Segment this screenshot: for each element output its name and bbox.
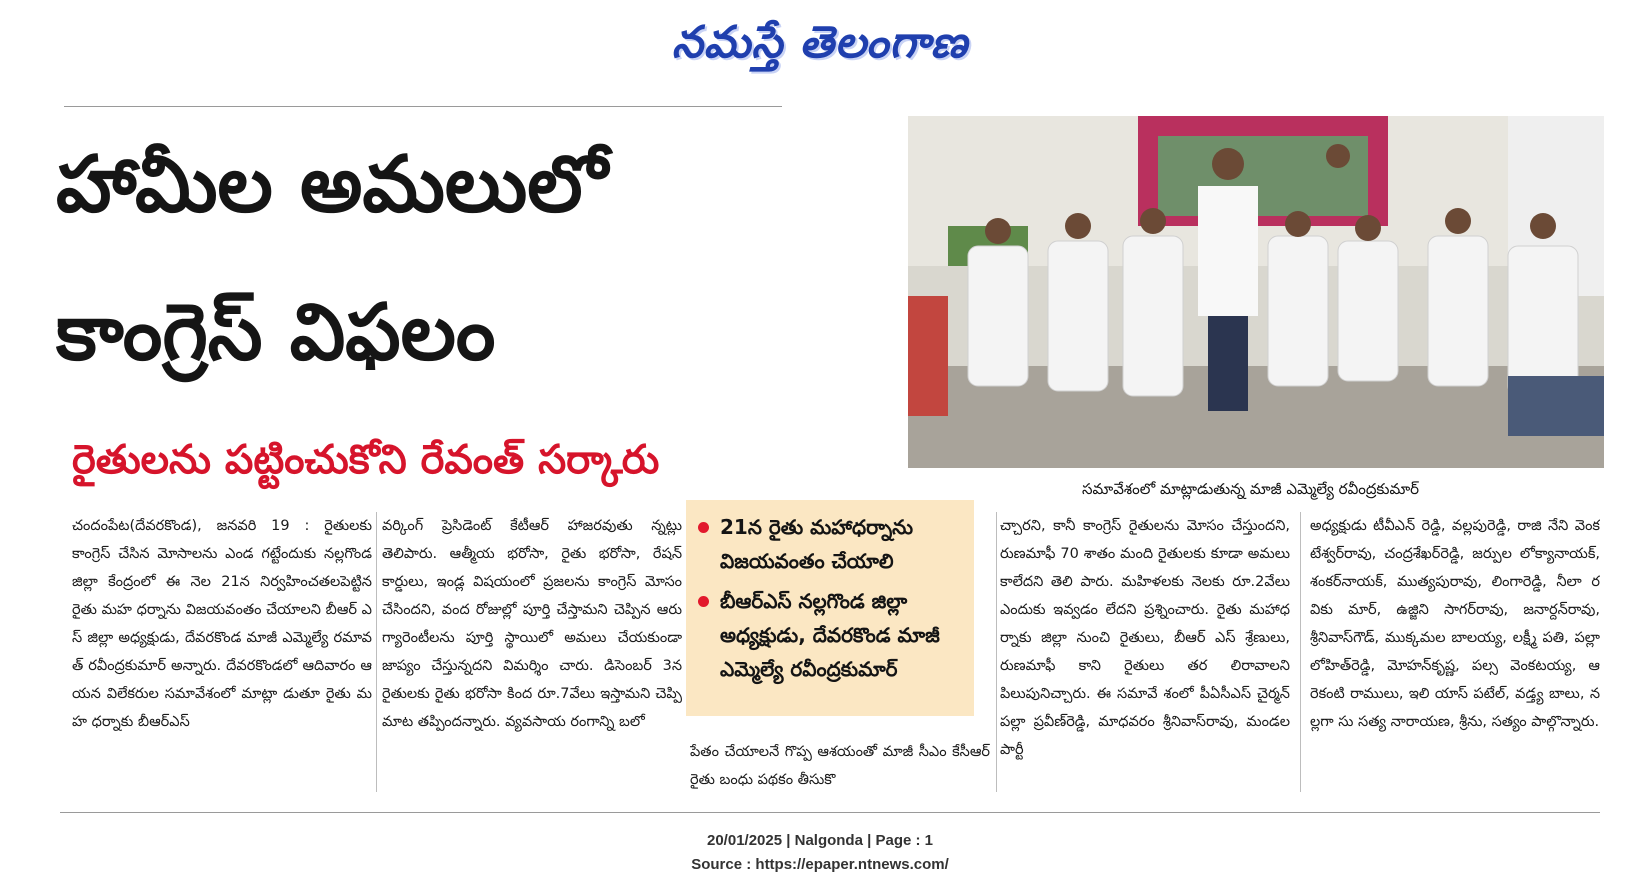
meeting-photo-illustration (908, 116, 1604, 468)
bottom-divider (60, 812, 1600, 813)
headline-line-2: కాంగ్రెస్ విఫలం (56, 288, 496, 378)
subheadline: రైతులను పట్టించుకోని రేవంత్ సర్కారు (72, 437, 660, 483)
news-photo (908, 116, 1604, 468)
highlight-text: 21న రైతు మహాధర్నాను విజయవంతం చేయాలి (720, 515, 914, 573)
page-info: 20/01/2025 | Nalgonda | Page : 1 (707, 832, 933, 849)
article-column-5: అధ్యక్షుడు టీవీఎన్ రెడ్డి, వల్లపురెడ్డి, రాజి నేని వెంకటేశ్వర్‌రావు, చంద్రశేఖర్‌రెడ్డి, జర్పుల లోక్యానాయక్, శంకర్‌నాయక్, ముత్యపురావు, లింగారెడ్డి, నీలా రవికు మార్, ఉజ్జిని సాగర్‌రావు, జనార్దన్‌రావు, శ్రీనివాస్‌గౌడ్, ముక్కమల బాలయ్య, లక్ష్మీ పతి, పల్లా లోహిత్‌రెడ్డి, మోహన్‌కృష్ణ, పల్స వెంకటయ్య, ఆరెకంటి రాములు, ఇలి యాస్ పటేల్, వడ్త్య బాలు, నల్లగా సు సత్య నారాయణ, శ్రీను, సత్యం పాల్గొన్నారు. (1310, 518, 1600, 730)
photo-caption: సమావేశంలో మాట్లాడుతున్న మాజీ ఎమ్మెల్యే రవీంద్రకుమార్ (1082, 480, 1420, 498)
highlight-item (698, 510, 964, 578)
article-column-3: పేతం చేయాలనే గొప్ప ఆశయంతో మాజీ సీఎం కేసీఆర్ రైతు బంధు పథకం తీసుకొ (690, 744, 990, 788)
article-column-2: వర్కింగ్ ప్రెసిడెంట్ కేటీఆర్ హాజరవుతు న్నట్లు తెలిపారు. ఆత్మీయ భరోసా, రైతు భరోసా, రేషన్ కార్డులు, ఇండ్ల విషయంలో ప్రజలను కాంగ్రెస్ మోసం చేసిందని, వంద రోజుల్లో పూర్తి చేస్తామని చెప్పిన ఆరు గ్యారెంటీలను పూర్తి స్థాయిలో అమలు చేయకుండా జాప్యం చేస్తున్నదని విమర్శిం చారు. డిసెంబర్ 3న రైతులకు రైతు భరోసా కింద రూ.7వేలు ఇస్తామని చెప్పి మాట తప్పిందన్నారు. వ్యవసాయ రంగాన్ని బలో (382, 518, 682, 730)
source-link[interactable]: Source : https://epaper.ntnews.com/ (691, 856, 949, 873)
highlight-item (698, 584, 964, 686)
column-divider (996, 512, 997, 792)
top-divider (64, 106, 782, 107)
column-divider (376, 512, 377, 792)
headline-line-1: హామీల అమలులో (56, 140, 608, 230)
article-column-1: చందంపేట(దేవరకొండ), జనవరి 19 : రైతులకు కాంగ్రెస్ చేసిన మోసాలను ఎండ గట్టేందుకు నల్లగొండ జిల్లా కేంద్రంలో ఈ నెల 21న నిర్వహించతలపెట్టిన రైతు మహ ధర్నాను విజయవంతం చేయాలని బీఆర్ ఎస్ జిల్లా అధ్యక్షుడు, దేవరకొండ మాజీ ఎమ్మెల్యే రమావత్ రవీంద్రకుమార్ అన్నారు. దేవరకొండలో ఆదివారం ఆయన విలేకరుల సమావేశంలో మాట్లా డుతూ రైతు మహ ధర్నాకు బీఆర్ఎస్ (72, 518, 372, 730)
masthead-logo: నమస్తే తెలంగాణ (671, 17, 969, 68)
highlight-text: బీఆర్ఎస్ నల్లగొండ జిల్లా అధ్యక్షుడు, దేవరకొండ మాజీ ఎమ్మెల్యే రవీంద్రకుమార్ (720, 589, 940, 681)
column-divider (1300, 512, 1301, 792)
bullet-dot-icon (698, 596, 709, 607)
article-column-4: చ్చారని, కానీ కాంగ్రెస్ రైతులను మోసం చేస్తుందని, రుణమాఫీ 70 శాతం మంది రైతులకు కూడా అమలు కాలేదని తెలి పారు. మహిళలకు నెలకు రూ.2వేలు ఎందుకు ఇవ్వడం లేదని ప్రశ్నించారు. రైతు మహాధర్నాకు జిల్లా నుంచి రైతులు, బీఆర్ ఎస్ శ్రేణులు, రుణమాఫీ కాని రైతులు తర లిరావాలని పిలుపునిచ్చారు. ఈ సమావే శంలో పీఏసీఎస్ చైర్మన్ పల్లా ప్రవీణ్‌రెడ్డి, మాధవరం శ్రీనివాస్‌రావు, మండల పార్టీ (1000, 518, 1290, 758)
highlight-box (686, 500, 974, 716)
bullet-dot-icon (698, 522, 709, 533)
